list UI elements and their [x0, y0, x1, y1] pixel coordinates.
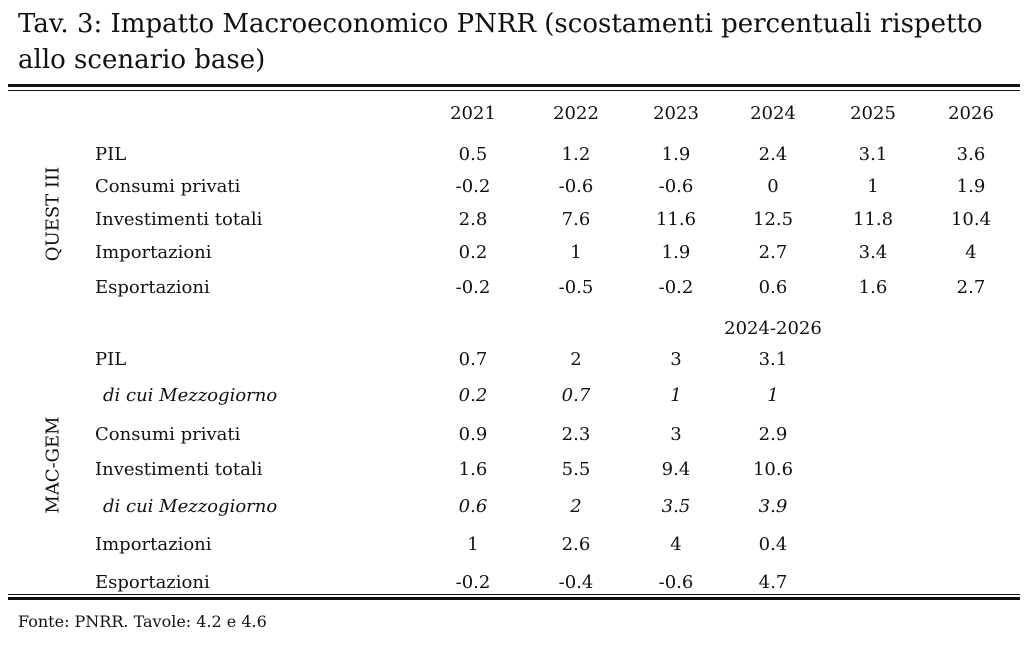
- row-label: di cui Mezzogiorno: [103, 385, 278, 406]
- row-label: Importazioni: [95, 534, 212, 555]
- row-label: PIL: [95, 144, 127, 165]
- table-cell: -0.2: [455, 572, 491, 593]
- model-label-quest: QUEST III: [42, 166, 64, 262]
- table-cell: 7.6: [561, 209, 591, 230]
- top-rule-inner: [8, 90, 1020, 91]
- table-cell: -0.2: [455, 176, 491, 197]
- table-cell: 1.6: [458, 459, 488, 480]
- table-cell: 0.7: [458, 349, 488, 370]
- table-cell: 0.5: [458, 144, 488, 165]
- table-cell: 11.8: [852, 209, 894, 230]
- top-rule: [8, 84, 1020, 87]
- table-cell: 10.4: [950, 209, 992, 230]
- table-cell: 1: [767, 385, 779, 406]
- year-header: 2026: [948, 103, 994, 124]
- bottom-rule: [8, 597, 1020, 600]
- table-cell: 5.5: [561, 459, 591, 480]
- year-header: 2024: [750, 103, 796, 124]
- table-cell: 2.9: [758, 424, 788, 445]
- table-cell: 3.6: [956, 144, 986, 165]
- row-label: Esportazioni: [95, 277, 210, 298]
- bottom-rule-inner: [8, 594, 1020, 595]
- year-header: 2021: [450, 103, 496, 124]
- table-cell: 0.9: [458, 424, 488, 445]
- table-cell: 1: [670, 385, 682, 406]
- table-cell: 4: [965, 242, 977, 263]
- row-label: Investimenti totali: [95, 209, 263, 230]
- table-cell: -0.4: [558, 572, 594, 593]
- year-header: 2023: [653, 103, 699, 124]
- table-cell: -0.6: [658, 176, 694, 197]
- table-cell: 2.4: [758, 144, 788, 165]
- table-cell: -0.6: [558, 176, 594, 197]
- table-cell: 3.9: [758, 496, 788, 517]
- table-cell: 2.3: [561, 424, 591, 445]
- table-cell: -0.6: [658, 572, 694, 593]
- table-cell: 2: [570, 496, 582, 517]
- table-cell: 1.6: [858, 277, 888, 298]
- row-label: Investimenti totali: [95, 459, 263, 480]
- table-cell: 1.9: [956, 176, 986, 197]
- table-cell: 4: [670, 534, 682, 555]
- table-cell: 3: [670, 349, 682, 370]
- table-cell: 1.9: [661, 144, 691, 165]
- table-cell: -0.2: [455, 277, 491, 298]
- table-cell: 4.7: [758, 572, 788, 593]
- table-cell: 2.7: [956, 277, 986, 298]
- table-cell: 3.5: [661, 496, 691, 517]
- row-label: Consumi privati: [95, 176, 241, 197]
- period-header: 2024-2026: [724, 318, 822, 339]
- row-label: Importazioni: [95, 242, 212, 263]
- table-cell: 2.8: [458, 209, 488, 230]
- year-header: 2022: [553, 103, 599, 124]
- table-cell: 12.5: [752, 209, 794, 230]
- table-cell: 2.6: [561, 534, 591, 555]
- row-label: Consumi privati: [95, 424, 241, 445]
- source-note: Fonte: PNRR. Tavole: 4.2 e 4.6: [18, 612, 267, 631]
- table-cell: 0.6: [758, 277, 788, 298]
- table-title: Tav. 3: Impatto Macroeconomico PNRR (scostamenti percentuali rispetto allo scenario base): [18, 9, 983, 75]
- table-cell: 3: [670, 424, 682, 445]
- table-cell: -0.2: [658, 277, 694, 298]
- table-cell: 1: [467, 534, 479, 555]
- row-label: Esportazioni: [95, 572, 210, 593]
- table-cell: 2: [570, 349, 582, 370]
- table-cell: 0.4: [758, 534, 788, 555]
- table-cell: 0.7: [561, 385, 591, 406]
- table-cell: 3.1: [758, 349, 788, 370]
- table-cell: 0.2: [458, 242, 488, 263]
- table-cell: 10.6: [752, 459, 794, 480]
- table-cell: 11.6: [655, 209, 697, 230]
- table-cell: 1.9: [661, 242, 691, 263]
- table-cell: -0.5: [558, 277, 594, 298]
- row-label: di cui Mezzogiorno: [103, 496, 278, 517]
- table-cell: 0.2: [458, 385, 488, 406]
- row-label: PIL: [95, 349, 127, 370]
- table-cell: 0.6: [458, 496, 488, 517]
- model-label-macgem: MAC-GEM: [42, 416, 64, 514]
- year-header: 2025: [850, 103, 896, 124]
- table-cell: 1: [570, 242, 582, 263]
- table-cell: 9.4: [661, 459, 691, 480]
- table-cell: 3.4: [858, 242, 888, 263]
- table-cell: 1: [867, 176, 879, 197]
- table-cell: 0: [767, 176, 779, 197]
- table-cell: 3.1: [858, 144, 888, 165]
- table-cell: 1.2: [561, 144, 591, 165]
- table-cell: 2.7: [758, 242, 788, 263]
